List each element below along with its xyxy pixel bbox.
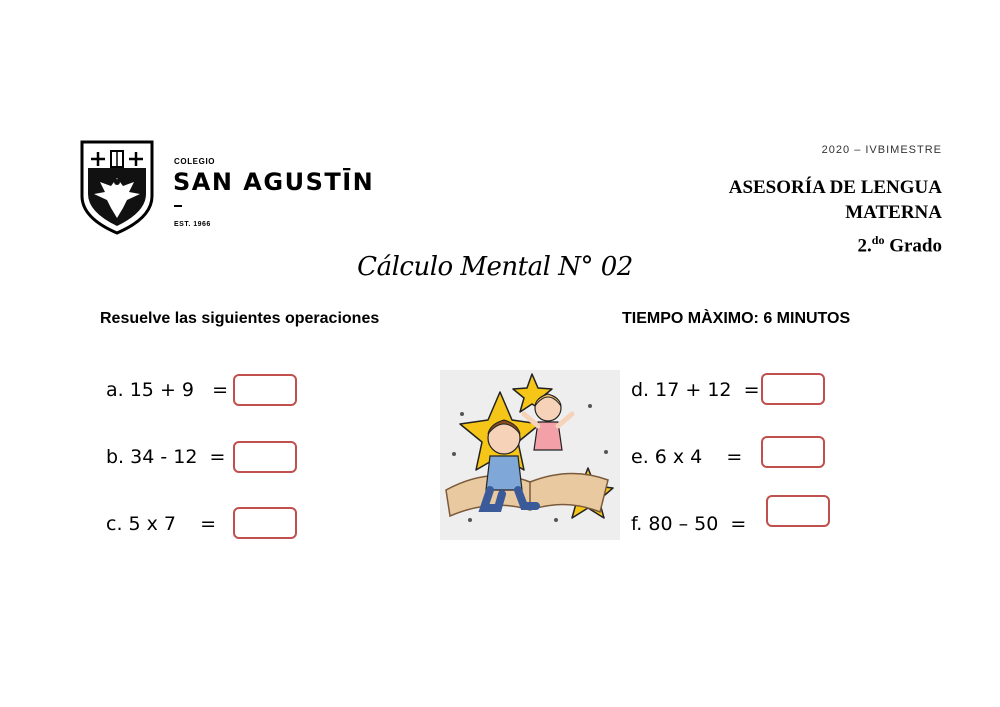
grade-suffix: do (871, 233, 885, 247)
time-limit: TIEMPO MÀXIMO: 6 MINUTOS (622, 310, 851, 327)
grade-number: 2. (857, 235, 872, 257)
operation-c: c. 5 x 7 = (106, 513, 217, 535)
operation-f: f. 80 – 50 = (631, 513, 747, 535)
logo-divider (174, 205, 182, 207)
answer-box-d[interactable] (761, 373, 825, 405)
worksheet-title: Cálculo Mental N° 02 (357, 252, 633, 282)
answer-box-e[interactable] (761, 436, 825, 468)
answer-box-f[interactable] (766, 495, 830, 527)
subject-heading (622, 175, 942, 225)
kids-reading-illustration (440, 370, 620, 540)
operation-b: b. 34 - 12 = (106, 446, 226, 468)
subject-line-2: MATERNA (845, 202, 942, 223)
school-colegio-label: COLEGIO (174, 157, 216, 166)
answer-box-c[interactable] (233, 507, 297, 539)
grade-word: Grado (889, 235, 942, 257)
school-established: EST. 1966 (174, 221, 211, 228)
school-name: SAN AGUSTĪN (173, 168, 375, 196)
instructions: Resuelve las siguientes operaciones (100, 310, 380, 327)
answer-box-b[interactable] (233, 441, 297, 473)
answer-box-a[interactable] (233, 374, 297, 406)
operation-a: a. 15 + 9 = (106, 379, 229, 401)
year-period: 2020 – IVBIMESTRE (821, 144, 942, 156)
operation-e: e. 6 x 4 = (631, 446, 743, 468)
boy-body (486, 456, 522, 490)
subject-line-1: ASESORÍA DE LENGUA (728, 177, 942, 198)
operation-d: d. 17 + 12 = (631, 379, 760, 401)
school-shield-logo (78, 138, 156, 236)
